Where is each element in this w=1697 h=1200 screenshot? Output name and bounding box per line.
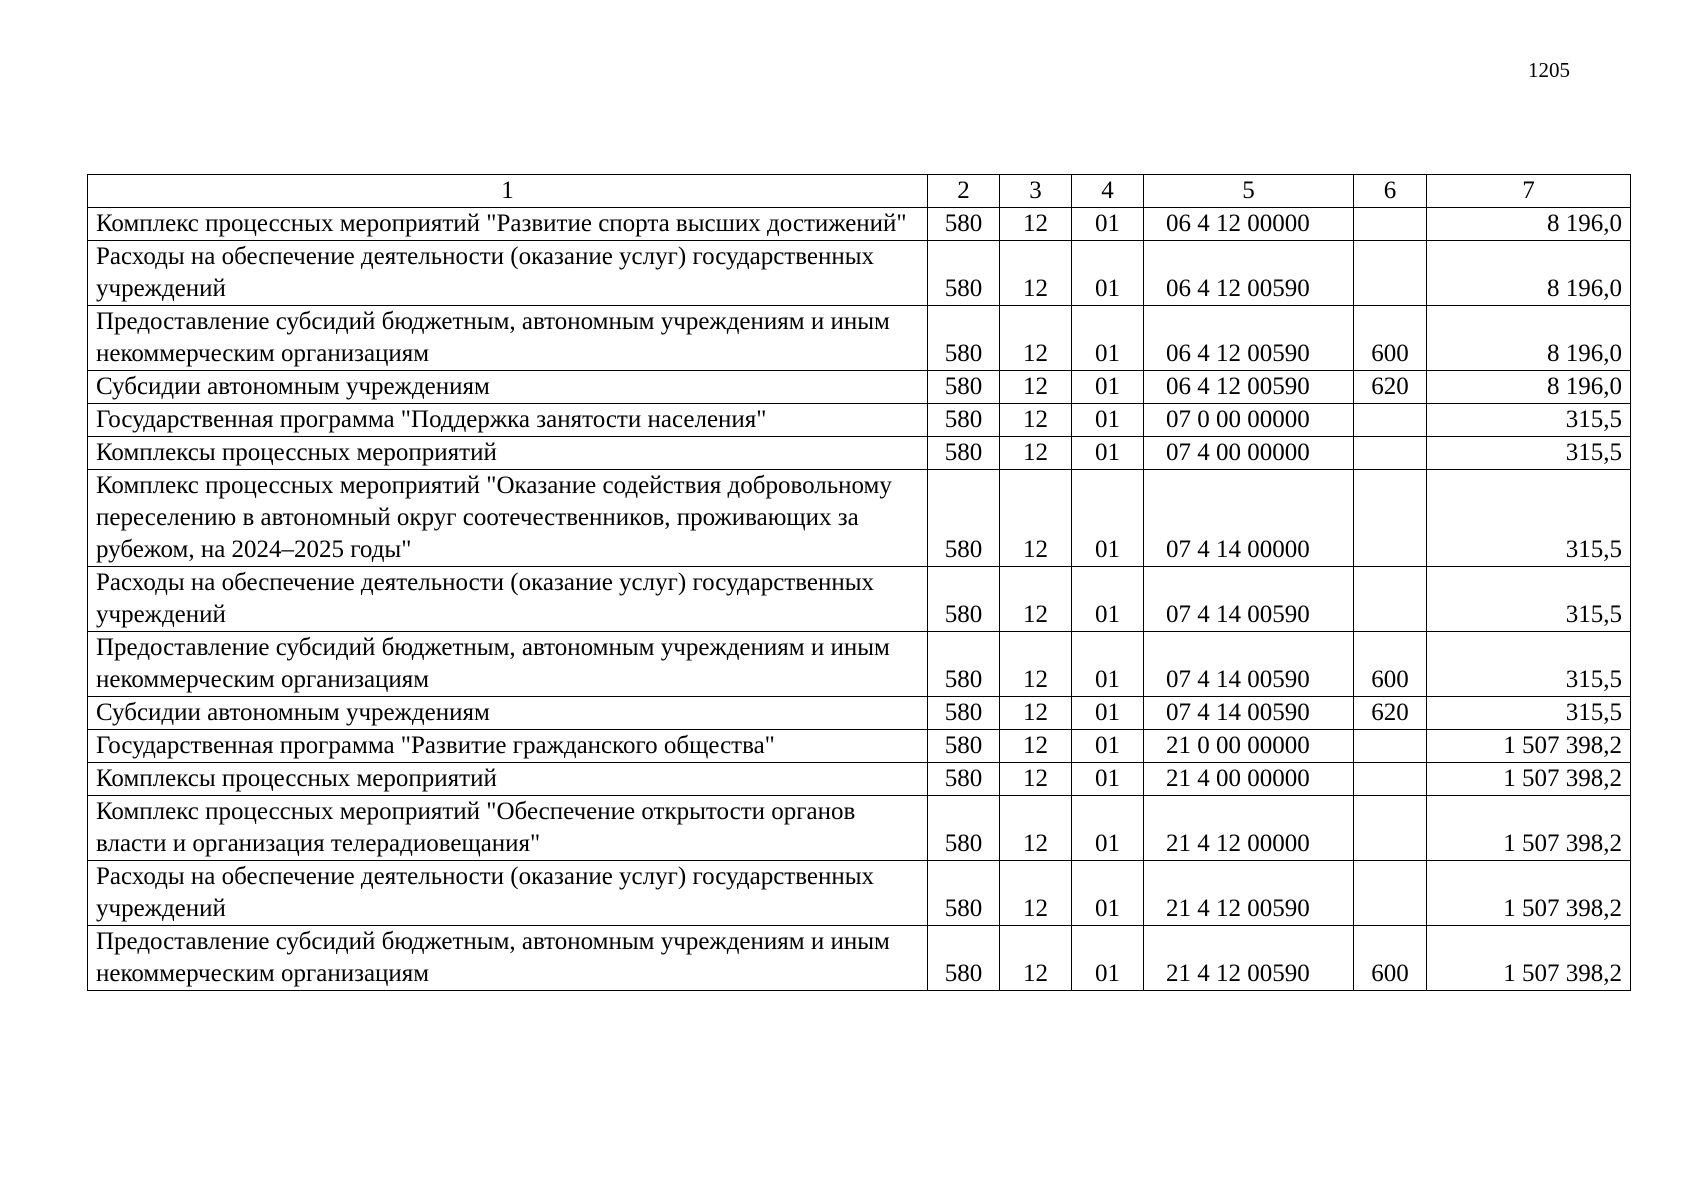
page-number: 1205 — [1528, 58, 1570, 82]
section-code-cell: 12 — [1000, 796, 1072, 861]
amount-cell: 1 507 398,2 — [1427, 926, 1631, 991]
section-code-cell: 12 — [1000, 926, 1072, 991]
expense-name-cell: Комплекс процессных мероприятий "Развитие спорта высших достижений" — [88, 208, 928, 241]
section-code-cell: 12 — [1000, 437, 1072, 470]
table-row — [88, 632, 1631, 697]
section-code-cell: 12 — [1000, 861, 1072, 926]
amount-cell: 315,5 — [1427, 632, 1631, 697]
admin-code-cell: 580 — [928, 861, 1000, 926]
admin-code-cell: 580 — [928, 697, 1000, 730]
table-row — [88, 861, 1631, 926]
admin-code-cell: 580 — [928, 567, 1000, 632]
admin-code-cell: 580 — [928, 241, 1000, 306]
target-article-cell: 07 4 14 00000 — [1144, 470, 1354, 567]
subsection-code-cell: 01 — [1072, 763, 1144, 796]
section-code-cell: 12 — [1000, 241, 1072, 306]
expense-type-cell: 600 — [1354, 926, 1427, 991]
expense-name-cell: Расходы на обеспечение деятельности (оказание услуг) государственных учреждений — [88, 567, 928, 632]
expense-type-cell — [1354, 796, 1427, 861]
column-header: 5 — [1144, 175, 1354, 208]
expense-name-cell: Государственная программа "Развитие гражданского общества" — [88, 730, 928, 763]
expense-name-cell: Государственная программа "Поддержка занятости населения" — [88, 404, 928, 437]
expense-name-cell: Комплексы процессных мероприятий — [88, 437, 928, 470]
admin-code-cell: 580 — [928, 470, 1000, 567]
budget-table — [87, 174, 1631, 991]
section-code-cell: 12 — [1000, 632, 1072, 697]
target-article-cell: 07 4 14 00590 — [1144, 567, 1354, 632]
expense-name-cell: Расходы на обеспечение деятельности (оказание услуг) государственных учреждений — [88, 241, 928, 306]
amount-cell: 8 196,0 — [1427, 241, 1631, 306]
target-article-cell: 06 4 12 00000 — [1144, 208, 1354, 241]
expense-type-cell — [1354, 567, 1427, 632]
subsection-code-cell: 01 — [1072, 632, 1144, 697]
table-row — [88, 796, 1631, 861]
admin-code-cell: 580 — [928, 926, 1000, 991]
admin-code-cell: 580 — [928, 371, 1000, 404]
amount-cell: 1 507 398,2 — [1427, 763, 1631, 796]
admin-code-cell: 580 — [928, 730, 1000, 763]
subsection-code-cell: 01 — [1072, 697, 1144, 730]
subsection-code-cell: 01 — [1072, 796, 1144, 861]
table-row — [88, 567, 1631, 632]
table-row — [88, 470, 1631, 567]
column-header: 4 — [1072, 175, 1144, 208]
admin-code-cell: 580 — [928, 208, 1000, 241]
expense-name-cell: Комплекс процессных мероприятий "Оказание содействия добровольному переселению в автономный округ соотечественников, проживающих за рубежом, на 2024–2025 годы" — [88, 470, 928, 567]
amount-cell: 8 196,0 — [1427, 371, 1631, 404]
target-article-cell: 21 4 12 00000 — [1144, 796, 1354, 861]
subsection-code-cell: 01 — [1072, 241, 1144, 306]
expense-type-cell — [1354, 404, 1427, 437]
amount-cell: 315,5 — [1427, 404, 1631, 437]
expense-name-cell: Расходы на обеспечение деятельности (оказание услуг) государственных учреждений — [88, 861, 928, 926]
target-article-cell: 21 4 12 00590 — [1144, 926, 1354, 991]
expense-type-cell: 600 — [1354, 306, 1427, 371]
section-code-cell: 12 — [1000, 208, 1072, 241]
expense-type-cell — [1354, 241, 1427, 306]
table-row — [88, 730, 1631, 763]
expense-type-cell — [1354, 861, 1427, 926]
table-header-row — [88, 175, 1631, 208]
admin-code-cell: 580 — [928, 306, 1000, 371]
expense-name-cell: Комплекс процессных мероприятий "Обеспечение открытости органов власти и организация телерадиовещания" — [88, 796, 928, 861]
column-header: 1 — [88, 175, 928, 208]
target-article-cell: 21 4 00 00000 — [1144, 763, 1354, 796]
subsection-code-cell: 01 — [1072, 404, 1144, 437]
target-article-cell: 06 4 12 00590 — [1144, 371, 1354, 404]
amount-cell: 315,5 — [1427, 437, 1631, 470]
subsection-code-cell: 01 — [1072, 470, 1144, 567]
section-code-cell: 12 — [1000, 470, 1072, 567]
table-row — [88, 371, 1631, 404]
section-code-cell: 12 — [1000, 371, 1072, 404]
expense-name-cell: Комплексы процессных мероприятий — [88, 763, 928, 796]
expense-type-cell: 620 — [1354, 371, 1427, 404]
table-row — [88, 208, 1631, 241]
column-header: 7 — [1427, 175, 1631, 208]
subsection-code-cell: 01 — [1072, 730, 1144, 763]
subsection-code-cell: 01 — [1072, 926, 1144, 991]
amount-cell: 1 507 398,2 — [1427, 861, 1631, 926]
table-row — [88, 437, 1631, 470]
column-header: 2 — [928, 175, 1000, 208]
admin-code-cell: 580 — [928, 796, 1000, 861]
amount-cell: 315,5 — [1427, 470, 1631, 567]
column-header: 6 — [1354, 175, 1427, 208]
section-code-cell: 12 — [1000, 404, 1072, 437]
target-article-cell: 07 4 00 00000 — [1144, 437, 1354, 470]
target-article-cell: 21 0 00 00000 — [1144, 730, 1354, 763]
expense-type-cell: 620 — [1354, 697, 1427, 730]
expense-name-cell: Предоставление субсидий бюджетным, автономным учреждениям и иным некоммерческим организациям — [88, 306, 928, 371]
table-row — [88, 763, 1631, 796]
subsection-code-cell: 01 — [1072, 437, 1144, 470]
target-article-cell: 06 4 12 00590 — [1144, 241, 1354, 306]
amount-cell: 1 507 398,2 — [1427, 730, 1631, 763]
expense-type-cell — [1354, 730, 1427, 763]
column-header: 3 — [1000, 175, 1072, 208]
subsection-code-cell: 01 — [1072, 567, 1144, 632]
section-code-cell: 12 — [1000, 306, 1072, 371]
expense-type-cell — [1354, 470, 1427, 567]
admin-code-cell: 580 — [928, 763, 1000, 796]
amount-cell: 8 196,0 — [1427, 208, 1631, 241]
amount-cell: 1 507 398,2 — [1427, 796, 1631, 861]
expense-name-cell: Предоставление субсидий бюджетным, автономным учреждениям и иным некоммерческим организациям — [88, 926, 928, 991]
table-row — [88, 697, 1631, 730]
subsection-code-cell: 01 — [1072, 371, 1144, 404]
target-article-cell: 07 0 00 00000 — [1144, 404, 1354, 437]
subsection-code-cell: 01 — [1072, 306, 1144, 371]
amount-cell: 8 196,0 — [1427, 306, 1631, 371]
target-article-cell: 21 4 12 00590 — [1144, 861, 1354, 926]
table-row — [88, 306, 1631, 371]
section-code-cell: 12 — [1000, 567, 1072, 632]
subsection-code-cell: 01 — [1072, 208, 1144, 241]
expense-name-cell: Предоставление субсидий бюджетным, автономным учреждениям и иным некоммерческим организациям — [88, 632, 928, 697]
table-row — [88, 926, 1631, 991]
expense-type-cell — [1354, 763, 1427, 796]
expense-type-cell: 600 — [1354, 632, 1427, 697]
expense-type-cell — [1354, 208, 1427, 241]
subsection-code-cell: 01 — [1072, 861, 1144, 926]
section-code-cell: 12 — [1000, 763, 1072, 796]
admin-code-cell: 580 — [928, 437, 1000, 470]
admin-code-cell: 580 — [928, 404, 1000, 437]
table-body — [88, 208, 1631, 991]
expense-type-cell — [1354, 437, 1427, 470]
section-code-cell: 12 — [1000, 697, 1072, 730]
amount-cell: 315,5 — [1427, 697, 1631, 730]
section-code-cell: 12 — [1000, 730, 1072, 763]
amount-cell: 315,5 — [1427, 567, 1631, 632]
admin-code-cell: 580 — [928, 632, 1000, 697]
target-article-cell: 07 4 14 00590 — [1144, 632, 1354, 697]
target-article-cell: 06 4 12 00590 — [1144, 306, 1354, 371]
target-article-cell: 07 4 14 00590 — [1144, 697, 1354, 730]
expense-name-cell: Субсидии автономным учреждениям — [88, 371, 928, 404]
table-row — [88, 241, 1631, 306]
table-row — [88, 404, 1631, 437]
expense-name-cell: Субсидии автономным учреждениям — [88, 697, 928, 730]
